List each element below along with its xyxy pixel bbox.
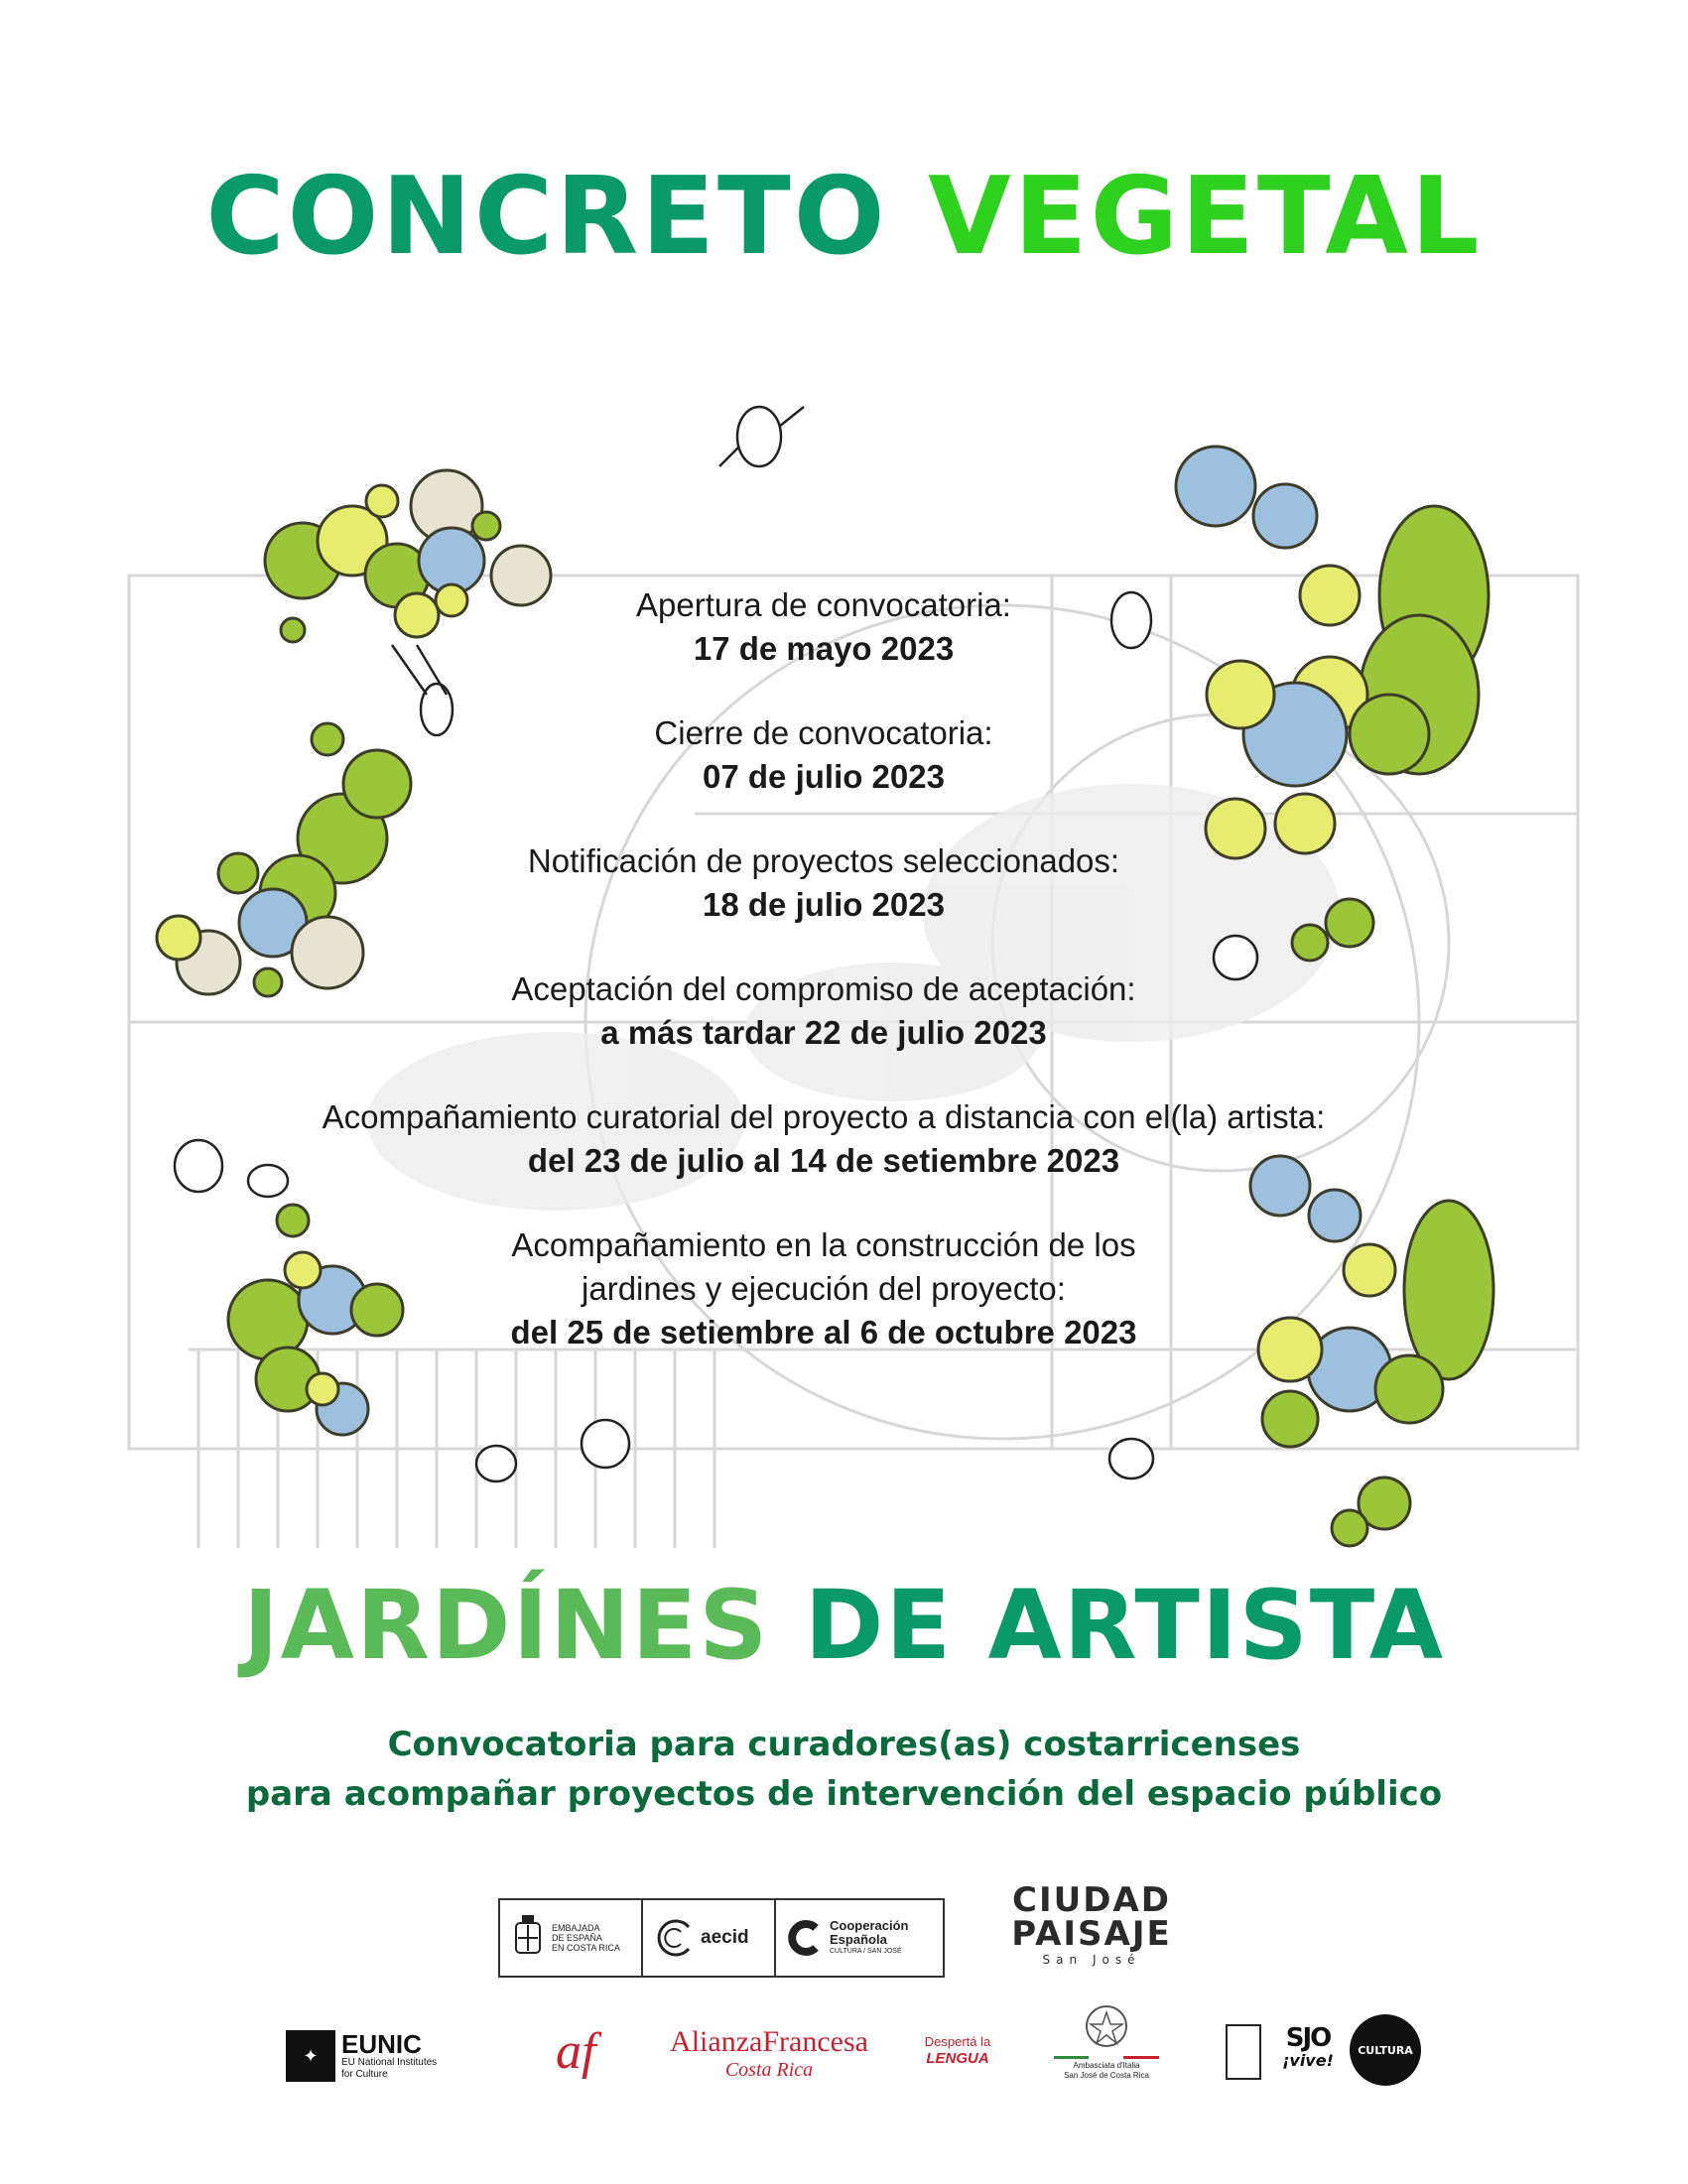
sjo-name: SJO — [1285, 2023, 1331, 2053]
san-jose-shield-icon — [1226, 2024, 1261, 2080]
cultura-logo — [1350, 2014, 1421, 2086]
schedule-label: Acompañamiento en la construcción de los jardines y ejecución del proyecto: — [511, 1226, 1136, 1307]
italia-embassy-logo — [1042, 2002, 1171, 2081]
eunic-line: EU National Institutes — [341, 2057, 438, 2068]
desperta-line: Despertá la — [924, 2034, 991, 2049]
italy-flag-bar — [1054, 2056, 1159, 2059]
ciudad-paisaje-logo — [1002, 1880, 1181, 1969]
schedule-date: 17 de mayo 2023 — [693, 630, 955, 667]
spain-logos-box — [498, 1898, 945, 1978]
eunic-stars-icon: ✦ — [286, 2030, 335, 2082]
title-word-de-artista: DE ARTISTA — [804, 1570, 1446, 1681]
schedule-date: 18 de julio 2023 — [703, 886, 945, 923]
eunic-name: EUNIC — [341, 2029, 422, 2059]
schedule-label: Acompañamiento curatorial del proyecto a distancia con el(la) artista: — [322, 1098, 1326, 1135]
schedule-entry — [248, 711, 1399, 799]
schedule-label: Notificación de proyectos seleccionados: — [527, 842, 1120, 879]
subtitle-line: Convocatoria para curadores(as) costarricenses — [387, 1725, 1301, 1764]
schedule-entry — [248, 583, 1399, 671]
schedule-entry — [248, 839, 1399, 927]
cooperacion-mark-icon — [784, 1918, 824, 1958]
section-title — [0, 1570, 1688, 1681]
eunic-line: for Culture — [341, 2069, 388, 2080]
coat-of-arms-icon — [508, 1913, 548, 1963]
cooperacion-line: Cooperación — [830, 1918, 909, 1933]
schedule-list — [248, 583, 1399, 1395]
schedule-date: a más tardar 22 de julio 2023 — [600, 1014, 1047, 1051]
schedule-entry — [248, 1095, 1399, 1183]
schedule-date: 07 de julio 2023 — [703, 758, 945, 795]
schedule-date: del 25 de setiembre al 6 de octubre 2023 — [510, 1314, 1137, 1350]
schedule-date: del 23 de julio al 14 de setiembre 2023 — [527, 1142, 1120, 1179]
embajada-line: DE ESPAÑA — [552, 1933, 602, 1943]
desperta-line: LENGUA — [926, 2050, 989, 2067]
italia-line: San José de Costa Rica — [1064, 2071, 1149, 2080]
aecid-logo — [643, 1900, 776, 1976]
ciudad-line: CIUDAD — [1012, 1880, 1171, 1920]
alianza-country: Costa Rica — [724, 2059, 814, 2081]
schedule-entry — [248, 1223, 1399, 1354]
af-mark: af — [556, 2023, 596, 2080]
subtitle-line: para acompañar proyectos de intervención del espacio público — [245, 1774, 1443, 1814]
italy-emblem-icon — [1082, 2002, 1131, 2050]
embajada-line: EN COSTA RICA — [552, 1943, 620, 1953]
title-word-vegetal: VEGETAL — [928, 155, 1483, 279]
schedule-label: Cierre de convocatoria: — [654, 714, 993, 751]
schedule-entry — [248, 967, 1399, 1055]
aecid-text: aecid — [701, 1927, 749, 1948]
alianza-name: AlianzaFrancesa — [670, 2025, 868, 2058]
italia-line: Ambasciata d'Italia — [1073, 2061, 1140, 2070]
subtitle — [0, 1720, 1688, 1819]
page-title — [0, 155, 1688, 279]
eunic-logo — [286, 2027, 454, 2085]
cooperacion-logo — [776, 1900, 943, 1976]
cultura-text: CULTURA — [1358, 2043, 1413, 2057]
sjo-logo — [1273, 2024, 1343, 2070]
sjo-vive: ¡vive! — [1282, 2051, 1334, 2070]
aecid-mark-icon — [651, 1915, 697, 1961]
schedule-label: Aceptación del compromiso de aceptación: — [511, 970, 1136, 1007]
san-jose-line: San José — [1042, 1953, 1141, 1967]
embajada-logo — [500, 1900, 643, 1976]
alianza-francesa-logo — [650, 2026, 888, 2082]
cooperacion-line: CULTURA / SAN JOSÉ — [830, 1948, 902, 1955]
desperta-logo — [913, 2034, 1002, 2068]
title-word-jardines: JARDÍNES — [242, 1570, 770, 1681]
schedule-label: Apertura de convocatoria: — [636, 586, 1011, 623]
cooperacion-line: Española — [830, 1932, 887, 1947]
title-word-concreto: CONCRETO — [205, 155, 888, 279]
embajada-line: EMBAJADA — [552, 1923, 600, 1933]
paisaje-line: PAISAJE — [1011, 1914, 1172, 1954]
